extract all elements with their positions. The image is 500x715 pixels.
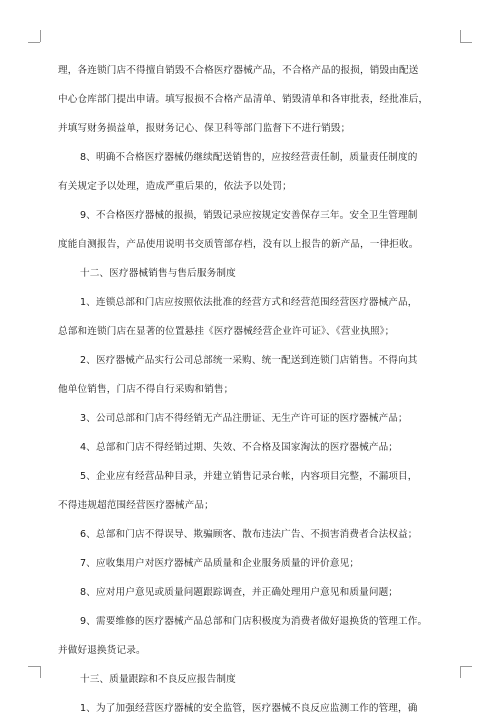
crop-mark-bottom-left-h xyxy=(28,666,40,667)
paragraph-line: 9、需要维修的医疗器械产品总部和门店积极度为消费者做好退换货的管理工作。 xyxy=(80,616,428,627)
paragraph-line: 不得违规超范围经营医疗器械产品； xyxy=(58,500,214,511)
paragraph-line: 度能自测报告，产品使用说明书交质管部存档，没有以上报告的新产品，一律拒收。 xyxy=(58,239,419,250)
crop-mark-top-left-h xyxy=(28,42,40,43)
paragraph-line: 中心仓库部门提出申请。填写报损不合格产品清单、销毁清单和各审批表，经批准后， xyxy=(58,94,429,105)
paragraph-line: 9、不合格医疗器械的报损，销毁记录应按规定安善保存三年。安全卫生管理制 xyxy=(80,210,418,221)
paragraph-line: 并做好退换货记录。 xyxy=(58,645,146,656)
paragraph-line: 2、医疗器械产品实行公司总部统一采购、统一配送到连锁门店销售。不得向其 xyxy=(80,355,418,366)
paragraph-line: 5、企业应有经营品种目录，并建立销售记录台帐，内容项目完整，不漏项目， xyxy=(80,471,418,482)
paragraph-line: 4、总部和门店不得经销过期、失效、不合格及国家淘汰的医疗器械产品； xyxy=(80,442,399,453)
crop-mark-top-right-v xyxy=(460,30,461,42)
paragraph-line: 理，各连锁门店不得擅自销毁不合格医疗器械产品，不合格产品的报损，销毁由配送 xyxy=(58,65,419,76)
paragraph-line: 并填写财务损益单，报财务记心、保卫科等部门监督下不进行销毁； xyxy=(58,123,351,134)
paragraph-line: 1、为了加强经营医疗器械的安全监管，医疗器械不良反应监测工作的管理，确 xyxy=(80,703,418,714)
paragraph-line: 8、明确不合格医疗器械仍继续配送销售的，应按经营责任制，质量责任制度的 xyxy=(80,152,418,163)
paragraph-line: 3、公司总部和门店不得经销无产品注册证、无生产许可证的医疗器械产品； xyxy=(80,413,408,424)
crop-mark-bottom-left-v xyxy=(40,666,41,678)
crop-mark-top-left-v xyxy=(40,30,41,42)
crop-mark-bottom-right-h xyxy=(460,666,472,667)
paragraph-line: 总部和连锁门店在显著的位置悬挂《医疗器械经营企业许可证》、《营业执照》； xyxy=(58,326,395,337)
paragraph-line: 8、应对用户意见或质量问题跟踪调查，并正确处理用户意见和质量问题； xyxy=(80,587,399,598)
paragraph-line: 他单位销售，门店不得自行采购和销售； xyxy=(58,384,234,395)
paragraph-line: 有关规定予以处理，造成严重后果的，依法予以处罚； xyxy=(58,181,292,192)
crop-mark-bottom-right-v xyxy=(460,666,461,678)
paragraph-line: 7、应收集用户对医疗器械产品质量和企业服务质量的评价意见； xyxy=(80,558,360,569)
paragraph-line: 6、总部和门店不得误导、欺骗顾客、散布违法广告、不损害消费者合法权益； xyxy=(80,529,418,540)
section-heading: 十二、医疗器械销售与售后服务制度 xyxy=(80,268,236,279)
crop-mark-top-right-h xyxy=(460,42,472,43)
section-heading: 十三、质量跟踪和不良反应报告制度 xyxy=(80,674,236,685)
paragraph-line: 1、连锁总部和门店应按照依法批准的经营方式和经营范围经营医疗器械产品， xyxy=(80,297,418,308)
